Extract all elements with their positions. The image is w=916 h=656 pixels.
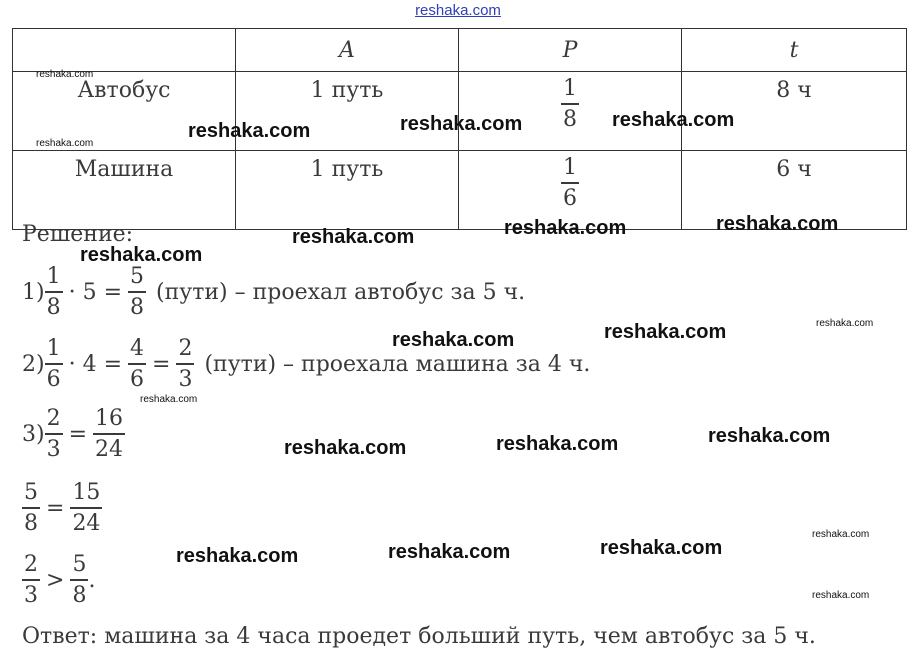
fraction-numerator: 4 xyxy=(130,336,145,361)
fraction xyxy=(22,554,40,607)
fraction-numerator: 2 xyxy=(24,552,38,577)
watermark-small: reshaka.com xyxy=(816,318,874,329)
watermark: reshaka.com xyxy=(284,437,407,459)
row-time: 6 ч xyxy=(682,151,907,230)
fraction xyxy=(70,554,88,607)
fraction xyxy=(93,408,125,461)
solution-step-1 xyxy=(22,266,525,319)
fraction-denominator: 6 xyxy=(561,182,579,210)
fraction-denominator: 3 xyxy=(22,579,40,607)
solution-step-5 xyxy=(22,554,95,607)
step-index: 2) xyxy=(22,352,45,377)
fraction xyxy=(45,408,63,461)
watermark: reshaka.com xyxy=(504,217,627,239)
fraction-denominator: 8 xyxy=(45,291,63,319)
watermark-small: reshaka.com xyxy=(140,394,198,405)
fraction-numerator: 1 xyxy=(563,155,577,180)
fraction-denominator: 3 xyxy=(45,433,63,461)
watermark: reshaka.com xyxy=(612,109,735,131)
watermark-small: reshaka.com xyxy=(812,590,870,601)
watermark: reshaka.com xyxy=(80,244,203,266)
fraction xyxy=(45,338,63,391)
fraction-denominator: 3 xyxy=(176,363,194,391)
step-text: (пути) – проехала машина за 4 ч. xyxy=(204,352,591,377)
rate-fraction xyxy=(561,78,579,131)
operator: = xyxy=(46,496,65,521)
fraction xyxy=(128,338,146,391)
watermark: reshaka.com xyxy=(188,120,311,142)
watermark-small: reshaka.com xyxy=(36,138,94,149)
row-work: 1 путь xyxy=(236,151,459,230)
watermark: reshaka.com xyxy=(292,226,415,248)
table-header-row xyxy=(13,29,907,72)
fraction xyxy=(128,266,146,319)
step-text: (пути) – проехал автобус за 5 ч. xyxy=(156,280,526,305)
row-work: 1 путь xyxy=(236,72,459,151)
watermark: reshaka.com xyxy=(600,537,723,559)
fraction-numerator: 1 xyxy=(46,264,61,289)
site-link[interactable]: reshaka.com xyxy=(415,2,501,19)
fraction xyxy=(70,482,102,535)
solution-heading: Решение: xyxy=(22,222,134,247)
watermark: reshaka.com xyxy=(400,113,523,135)
table-header-empty xyxy=(13,29,236,72)
fraction-numerator: 1 xyxy=(46,336,61,361)
table-header-time: t xyxy=(682,29,907,72)
fraction xyxy=(45,266,63,319)
answer-line: Ответ: машина за 4 часа проедет больший путь, чем автобус за 5 ч. xyxy=(22,624,816,649)
step-index: 3) xyxy=(22,422,45,447)
fraction-numerator: 2 xyxy=(46,406,61,431)
watermark: reshaka.com xyxy=(388,541,511,563)
fraction-denominator: 6 xyxy=(45,363,63,391)
fraction-denominator: 8 xyxy=(70,579,88,607)
table-header-rate: P xyxy=(459,29,682,72)
watermark: reshaka.com xyxy=(604,321,727,343)
solution-step-4 xyxy=(22,482,102,535)
fraction-numerator: 5 xyxy=(24,480,38,505)
fraction-numerator: 2 xyxy=(178,336,193,361)
watermark-small: reshaka.com xyxy=(36,69,94,80)
row-name: Машина xyxy=(13,151,236,230)
fraction-numerator: 5 xyxy=(72,552,87,577)
fraction xyxy=(176,338,194,391)
fraction-denominator: 8 xyxy=(561,103,579,131)
period: . xyxy=(88,568,96,593)
operator: = xyxy=(68,422,88,447)
watermark: reshaka.com xyxy=(716,213,839,235)
operator: > xyxy=(46,568,65,593)
watermark: reshaka.com xyxy=(708,425,831,447)
table-header-work: A xyxy=(236,29,459,72)
watermark: reshaka.com xyxy=(176,545,299,567)
fraction-numerator: 16 xyxy=(95,406,124,431)
watermark-small: reshaka.com xyxy=(812,529,870,540)
fraction-denominator: 24 xyxy=(93,433,125,461)
fraction-denominator: 24 xyxy=(70,507,102,535)
fraction xyxy=(22,482,40,535)
operator: = xyxy=(152,352,171,377)
operator: · 5 = xyxy=(68,280,123,305)
table-row xyxy=(13,72,907,151)
fraction-numerator: 5 xyxy=(130,264,145,289)
fraction-numerator: 1 xyxy=(563,76,577,101)
solution-step-3 xyxy=(22,408,125,461)
row-time: 8 ч xyxy=(682,72,907,151)
fraction-numerator: 15 xyxy=(72,480,101,505)
watermark: reshaka.com xyxy=(496,433,619,455)
step-index: 1) xyxy=(22,280,45,305)
fraction-denominator: 8 xyxy=(128,291,146,319)
fraction-denominator: 6 xyxy=(128,363,146,391)
watermark: reshaka.com xyxy=(392,329,515,351)
rate-fraction xyxy=(561,157,579,210)
fraction-denominator: 8 xyxy=(22,507,40,535)
operator: · 4 = xyxy=(68,352,123,377)
row-name: Автобус xyxy=(13,72,236,151)
